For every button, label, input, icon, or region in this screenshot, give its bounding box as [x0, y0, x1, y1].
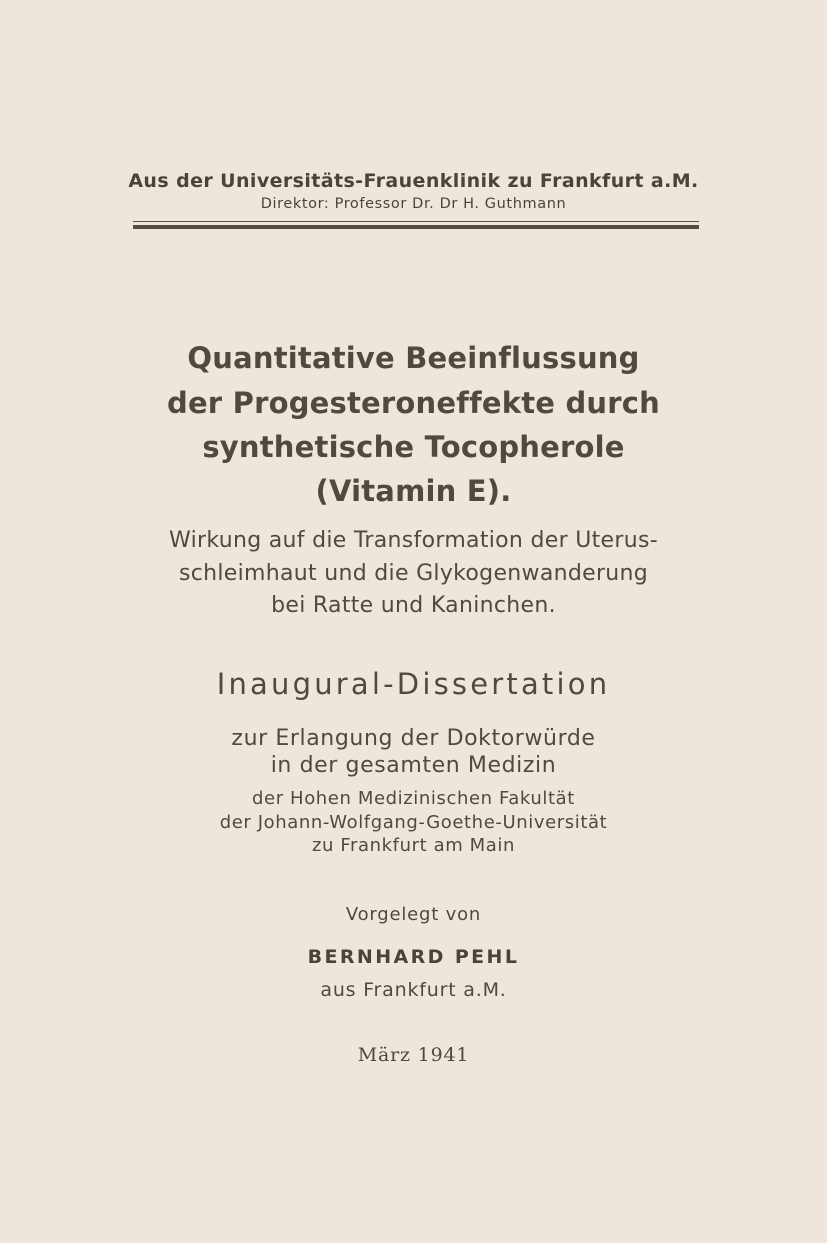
institution-header: Aus der Universitäts-Frauenklinik zu Frankfurt a.M. [128, 170, 699, 192]
author-name: BERNHARD PEHL [307, 946, 520, 968]
submission-date: März 1941 [357, 1044, 470, 1066]
subtitle-line-2: schleimhaut und die Glykogenwanderung [178, 561, 649, 586]
title-line-4: (Vitamin E). [315, 474, 512, 508]
degree-purpose-line-1: zur Erlangung der Doktorwürde [231, 726, 596, 751]
faculty-line-1: der Hohen Medizinischen Fakultät [252, 788, 575, 809]
header-divider-thick [133, 225, 699, 229]
dissertation-label: Inaugural-Dissertation [216, 667, 611, 701]
title-line-1: Quantitative Beeinflussung [187, 341, 640, 375]
author-origin: aus Frankfurt a.M. [320, 979, 507, 1001]
faculty-line-2: der Johann-Wolfgang-Goethe-Universität [219, 812, 608, 833]
subtitle-line-3: bei Ratte und Kaninchen. [271, 593, 556, 618]
director-line: Direktor: Professor Dr. Dr H. Guthmann [260, 196, 567, 212]
title-line-2: der Progesteroneffekte durch [166, 386, 661, 420]
title-line-3: synthetische Tocopherole [202, 430, 625, 464]
subtitle-line-1: Wirkung auf die Transformation der Uterus- [169, 528, 658, 553]
header-divider-thin [133, 221, 699, 222]
degree-purpose-line-2: in der gesamten Medizin [270, 753, 557, 778]
presented-by: Vorgelegt von [345, 904, 482, 925]
faculty-line-3: zu Frankfurt am Main [311, 835, 516, 856]
